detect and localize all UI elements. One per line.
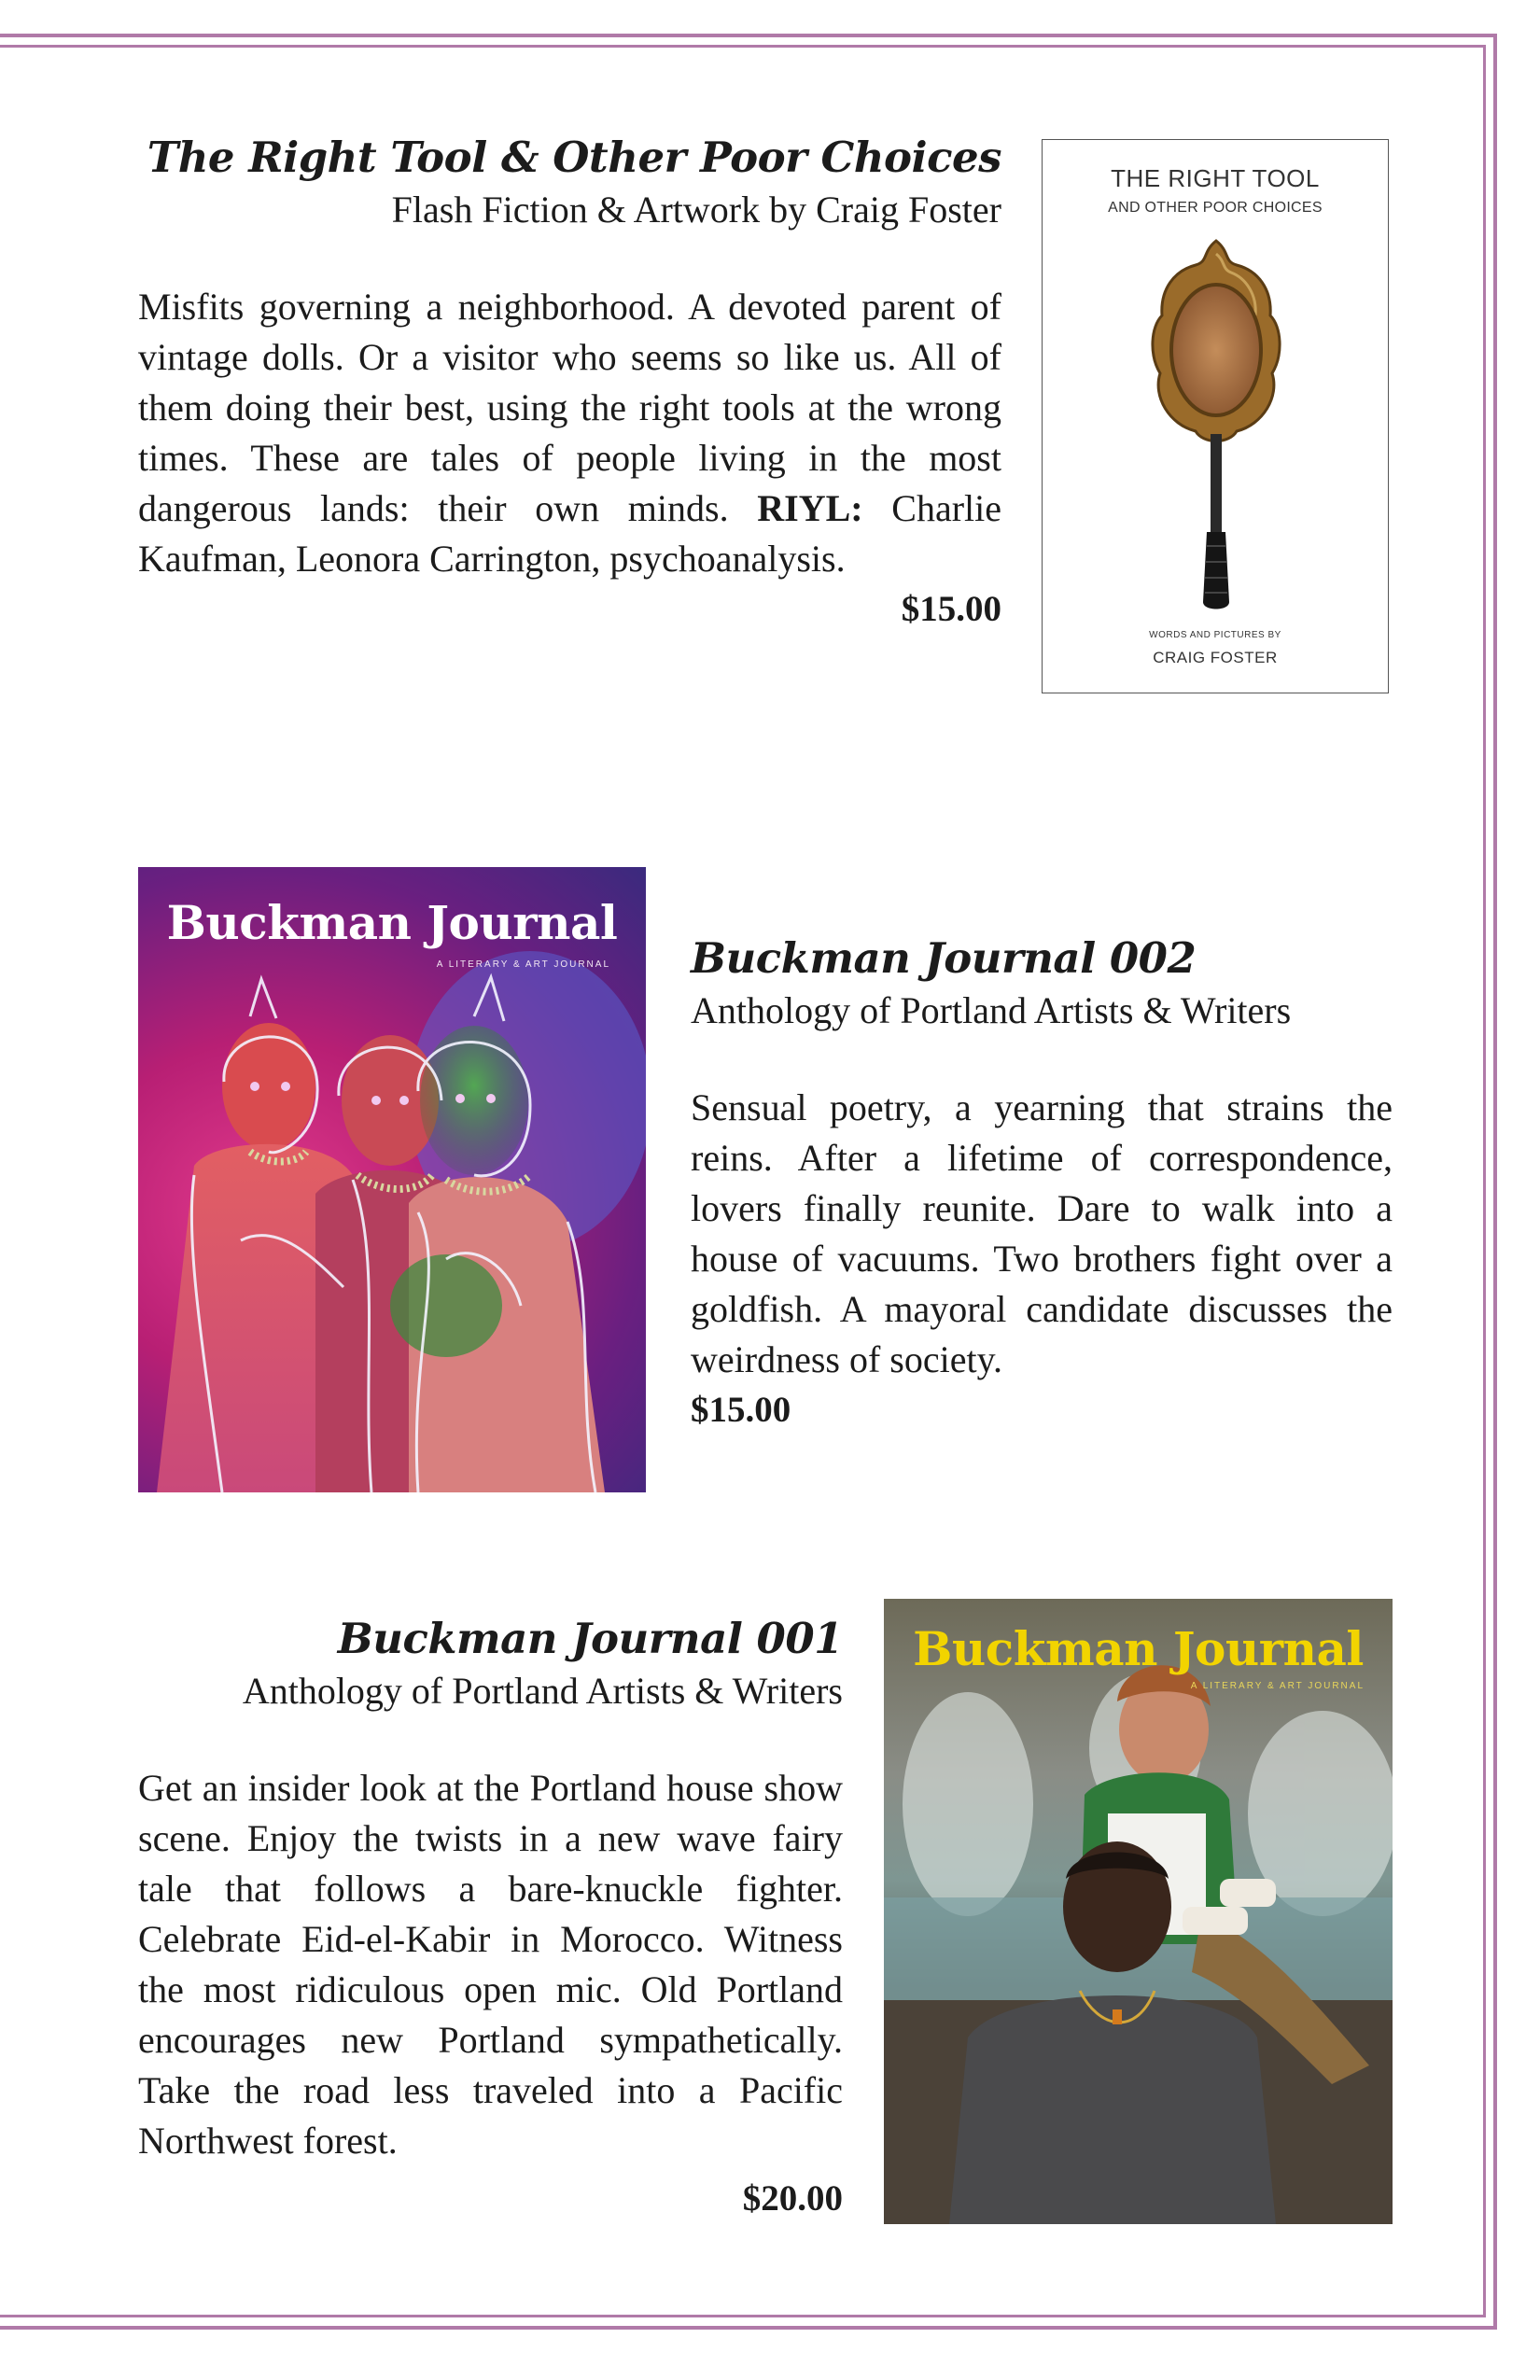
frame-top-outer bbox=[0, 34, 1497, 37]
cover-photo-fountain bbox=[884, 1599, 1393, 2224]
frame-bottom-outer bbox=[0, 2326, 1497, 2330]
hand-mirror-illustration bbox=[1132, 233, 1300, 625]
cover-subtitle: A LITERARY & ART JOURNAL bbox=[1190, 1681, 1365, 1691]
book-title: Buckman Journal 001 bbox=[337, 1614, 843, 1663]
book-right-tool bbox=[138, 131, 1001, 635]
cover-title: THE RIGHT TOOL bbox=[1111, 164, 1320, 192]
book-description: Misfits governing a neighborhood. A devoted parent of vintage dolls. Or a visitor who seems so like us. All of them doing their best, using the right tools at the wrong times. These are tales of people living in the most dangerous lands: their own minds. RIYL: Charlie Kaufman, Leonora Carrington, psychoanalysis. bbox=[138, 286, 1002, 580]
book-subtitle: Flash Fiction & Artwork by Craig Foster bbox=[391, 189, 1001, 231]
frame-right-inner bbox=[1483, 45, 1486, 2317]
cover-subtitle: AND OTHER POOR CHOICES bbox=[1108, 200, 1323, 216]
book-buckman-001 bbox=[138, 1612, 843, 2224]
book-description: Sensual poetry, a yearning that strains the reins. After a lifetime of correspondence, lovers finally reunite. Dare to walk into a house of vacuums. Two brothers fight over a goldfish. A mayoral candidate discusses the weirdness of society. bbox=[691, 1086, 1393, 1380]
cover-author: CRAIG FOSTER bbox=[1153, 649, 1278, 666]
riyl-label: RIYL: bbox=[757, 487, 863, 529]
book-subtitle: Anthology of Portland Artists & Writers bbox=[242, 1670, 843, 1712]
frame-right-outer bbox=[1493, 34, 1497, 2330]
book-cover-buckman-001 bbox=[884, 1599, 1393, 2224]
book-buckman-002 bbox=[691, 931, 1393, 1435]
frame-top-inner bbox=[0, 45, 1486, 48]
book-cover-buckman-002 bbox=[138, 867, 646, 1492]
book-cover-right-tool bbox=[1042, 139, 1389, 693]
cover-subtitle: A LITERARY & ART JOURNAL bbox=[436, 959, 610, 970]
book-title: The Right Tool & Other Poor Choices bbox=[147, 133, 1001, 182]
book-price: $20.00 bbox=[742, 2178, 843, 2219]
cover-credit: WORDS AND PICTURES BY bbox=[1149, 630, 1281, 640]
book-price: $15.00 bbox=[901, 589, 1001, 629]
book-subtitle: Anthology of Portland Artists & Writers bbox=[691, 989, 1292, 1031]
cover-title: Buckman Journal bbox=[913, 1621, 1364, 1676]
book-description: Get an insider look at the Portland house show scene. Enjoy the twists in a new wave fairy tale that follows a bare-knuckle fighter. Celebrate Eid-el-Kabir in Morocco. Witness the most ridiculous open mic. Old Portland encourages new Portland sympathetically. Take the road less traveled into a Pacific Northwest forest. bbox=[138, 1767, 843, 2162]
frame-bottom-inner bbox=[0, 2315, 1486, 2317]
book-title: Buckman Journal 002 bbox=[691, 933, 1197, 983]
book-price: $15.00 bbox=[691, 1390, 791, 1430]
cover-title: Buckman Journal bbox=[166, 895, 618, 950]
